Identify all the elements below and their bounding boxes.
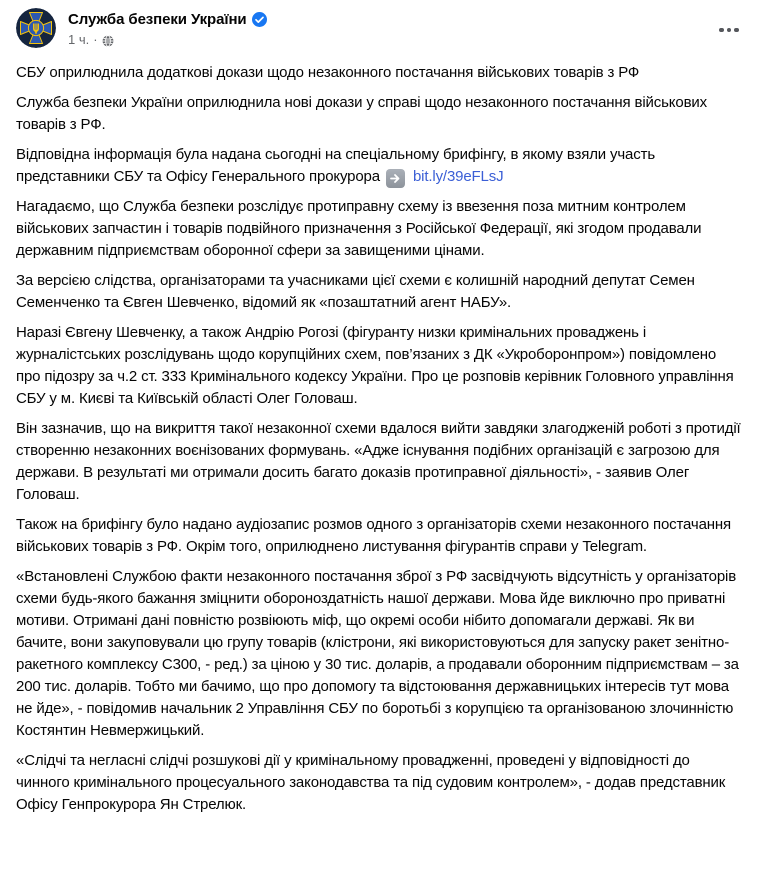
more-options-button[interactable] [711,16,747,44]
post-header [0,0,759,52]
post-paragraph: Нагадаємо, що Служба безпеки розслідує протиправну схему із ввезення поза митним контролем військових запчастин і товарів подвійного призначення з Російської Федерації, які згодом продавали державним підприємствам оборонної сфери за завищеними цінами. [16,198,702,259]
post-external-link[interactable]: bit.ly/39eFLsJ [412,168,504,185]
post-meta-row [68,32,267,48]
meta-separator: · [93,32,98,47]
verified-badge-icon [252,12,267,27]
header-text-block [68,8,267,48]
arrow-right-emoji-icon [386,169,405,188]
timestamp-link[interactable]: 1 ч. [68,32,90,47]
post-paragraph: За версією слідства, організаторами та учасниками цієї схеми є колишній народний депутат Семен Семенченко та Євген Шевченко, відомий як «позаштатний агент НАБУ». [16,272,695,311]
post-paragraph: «Встановлені Службою факти незаконного постачання зброї з РФ засвідчують відсутність у організаторів схеми будь-якого бажання зміцнити обороноздатність нашої держави. Мова йде виключно про приватні мотиви. Отримані дані повністю розвіюють міф, що окремі особи нібито допомагали державі. Як ви бачите, вони закуповували цю групу товарів (клістрони, які використовуються для запуску ракет зенітно-ракетного комплексу С300, - ред.) за ціною у 30 тис. доларів, а продавали оборонним підприємствам – за 200 тис. доларів. Тобто ми бачимо, що про допомогу та відстоювання державницьких інтересів тут мова не йде», - повідомив начальник 2 Управління СБУ по боротьбі з корупцією та організованою злочинністю Костянтин Невмержицький. [16,568,739,739]
post-paragraph: СБУ оприлюднила додаткові докази щодо незаконного постачання військових товарів з РФ [16,64,640,81]
post-paragraph: «Слідчі та негласні слідчі розшукові дії у кримінальному провадженні, проведені у відповідності до чинного кримінального процесуального законодавства та під судовим контролем», - додав представник Офісу Генпрокурора Ян Стрелюк. [16,752,726,813]
sbu-emblem-icon [16,8,56,48]
post-paragraph-text: Відповідна інформація була надана сьогодні на спеціальному брифінгу, в якому взяли участь представники СБУ та Офісу Генерального прокурора [16,146,655,185]
page-avatar[interactable] [16,8,56,48]
post-paragraph: Наразі Євгену Шевченку, а також Андрію Рогозі (фігуранту низки кримінальних проваджень і журналістських розслідувань щодо корупційних схем, пов’язаних з ДК «Укроборонпром») повідомлено про підозру за ч.2 ст. 333 Кримінального кодексу України. Про це розповів керівник Головного управління СБУ у м. Києві та Київській області Олег Головаш. [16,324,734,407]
globe-audience-icon [102,35,114,47]
page-name-link[interactable]: Служба безпеки України [68,11,247,28]
post-paragraph: Також на брифінгу було надано аудіозапис розмов одного з організаторів схеми незаконного постачання військових товарів з РФ. Окрім того, оприлюднено листування фігурантів справи у Telegram. [16,516,732,555]
ellipsis-icon [719,28,739,33]
post-text [0,52,759,816]
post-paragraph: Він зазначив, що на викриття такої незаконної схеми вдалося вийти завдяки злагодженій роботі з протидії створенню незаконних воєнізованих формувань. «Адже існування подібних організацій є загрозою для держави. В результаті ми отримали досить багато доказів протиправної діяльності», - заявив Олег Головаш. [16,420,741,503]
post-paragraph: Служба безпеки України оприлюднила нові докази у справі щодо незаконного постачання військових товарів з РФ. [16,94,707,133]
post-paragraph [16,144,743,188]
